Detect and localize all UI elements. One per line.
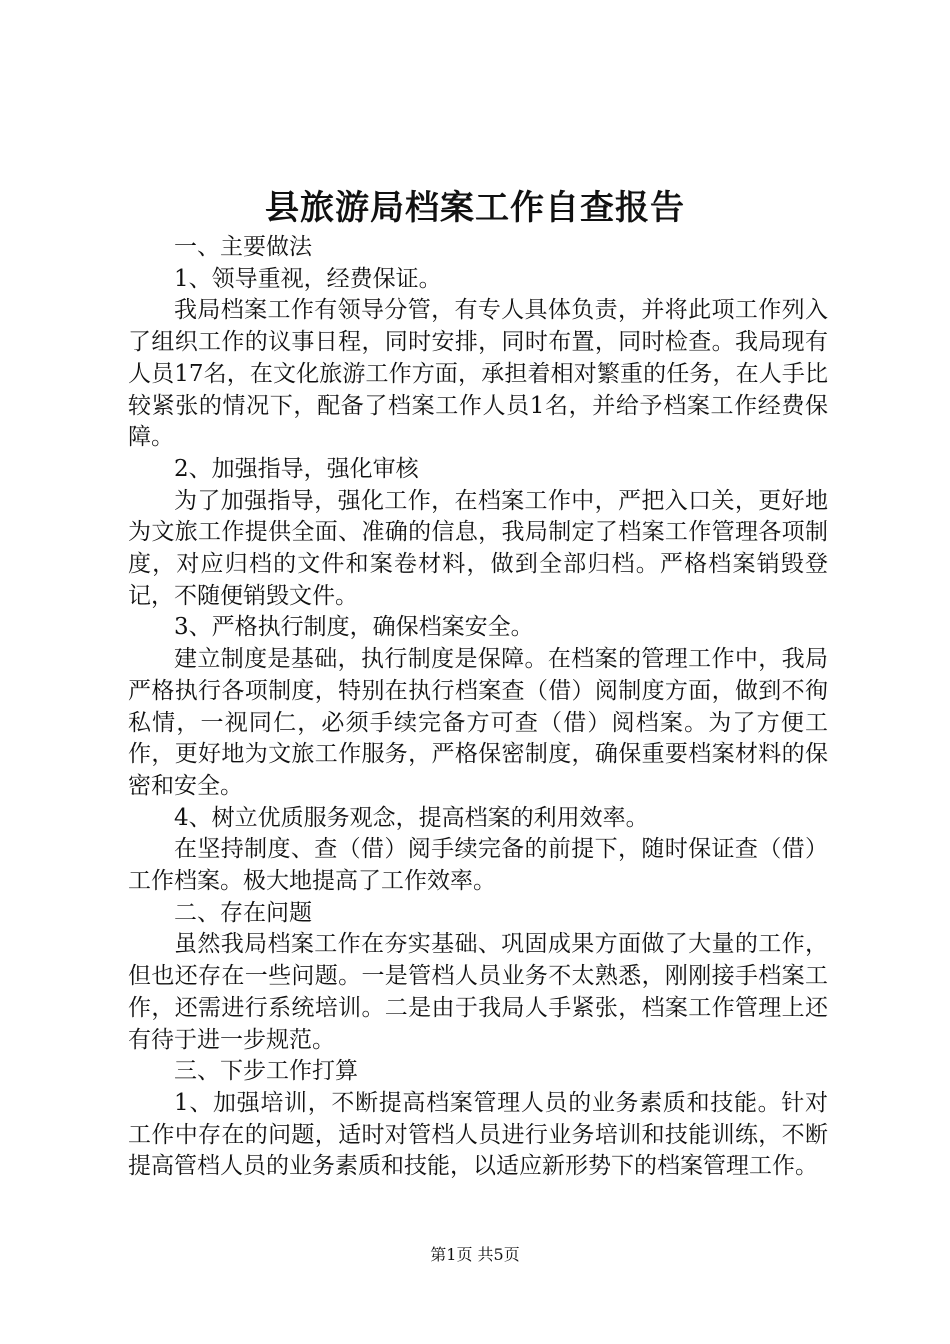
subheading-leadership: 1、领导重视，经费保证。 (174, 265, 442, 292)
heading-next-steps: 三、下步工作打算 (174, 1058, 358, 1085)
subheading-service: 4、树立优质服务观念，提高档案的利用效率。 (174, 804, 649, 831)
paragraph-service: 在坚持制度、查（借）阅手续完备的前提下，随时保证查（借）工作档案。极大地提高了工作效率。 (128, 836, 828, 895)
paragraph-system: 建立制度是基础，执行制度是保障。在档案的管理工作中，我局严格执行各项制度，特别在执行档案查（借）阅制度方面，做到不徇私情，一视同仁，必须手续完备方可查（借）阅档案。为了方便工作，更好地为文旅工作服务，严格保密制度，确保重要档案材料的保密和安全。 (128, 646, 828, 799)
document-title: 县旅游局档案工作自查报告 (265, 188, 685, 228)
heading-main-practices: 一、主要做法 (174, 234, 312, 260)
subheading-system: 3、严格执行制度，确保档案安全。 (174, 614, 534, 641)
paragraph-guidance: 为了加强指导，强化工作，在档案工作中，严把入口关，更好地为文旅工作提供全面、准确的信息，我局制定了档案工作管理各项制度，对应归档的文件和案卷材料，做到全部归档。严格档案销毁登记，不随便销毁文件。 (128, 487, 828, 609)
paragraph-training: 1、加强培训，不断提高档案管理人员的业务素质和技能。针对工作中存在的问题，适时对管档人员进行业务培训和技能训练，不断提高管档人员的业务素质和技能，以适应新形势下的档案管理工作。 (128, 1089, 828, 1180)
subheading-guidance: 2、加强指导，强化审核 (174, 455, 419, 482)
heading-problems: 二、存在问题 (174, 899, 312, 926)
paragraph-leadership: 我局档案工作有领导分管，有专人具体负责，并将此项工作列入了组织工作的议事日程，同时安排，同时布置，同时检查。我局现有人员17名，在文化旅游工作方面，承担着相对繁重的任务，在人手比较紧张的情况下，配备了档案工作人员1名，并给予档案工作经费保障。 (128, 297, 828, 451)
document-body (128, 232, 828, 1183)
page-footer: 第1页 共5页 (430, 1245, 520, 1264)
paragraph-problems: 虽然我局档案工作在夯实基础、巩固成果方面做了大量的工作，但也还存在一些问题。一是管档人员业务不太熟悉，刚刚接手档案工作，还需进行系统培训。二是由于我局人手紧张，档案工作管理上还有待于进一步规范。 (128, 931, 828, 1053)
